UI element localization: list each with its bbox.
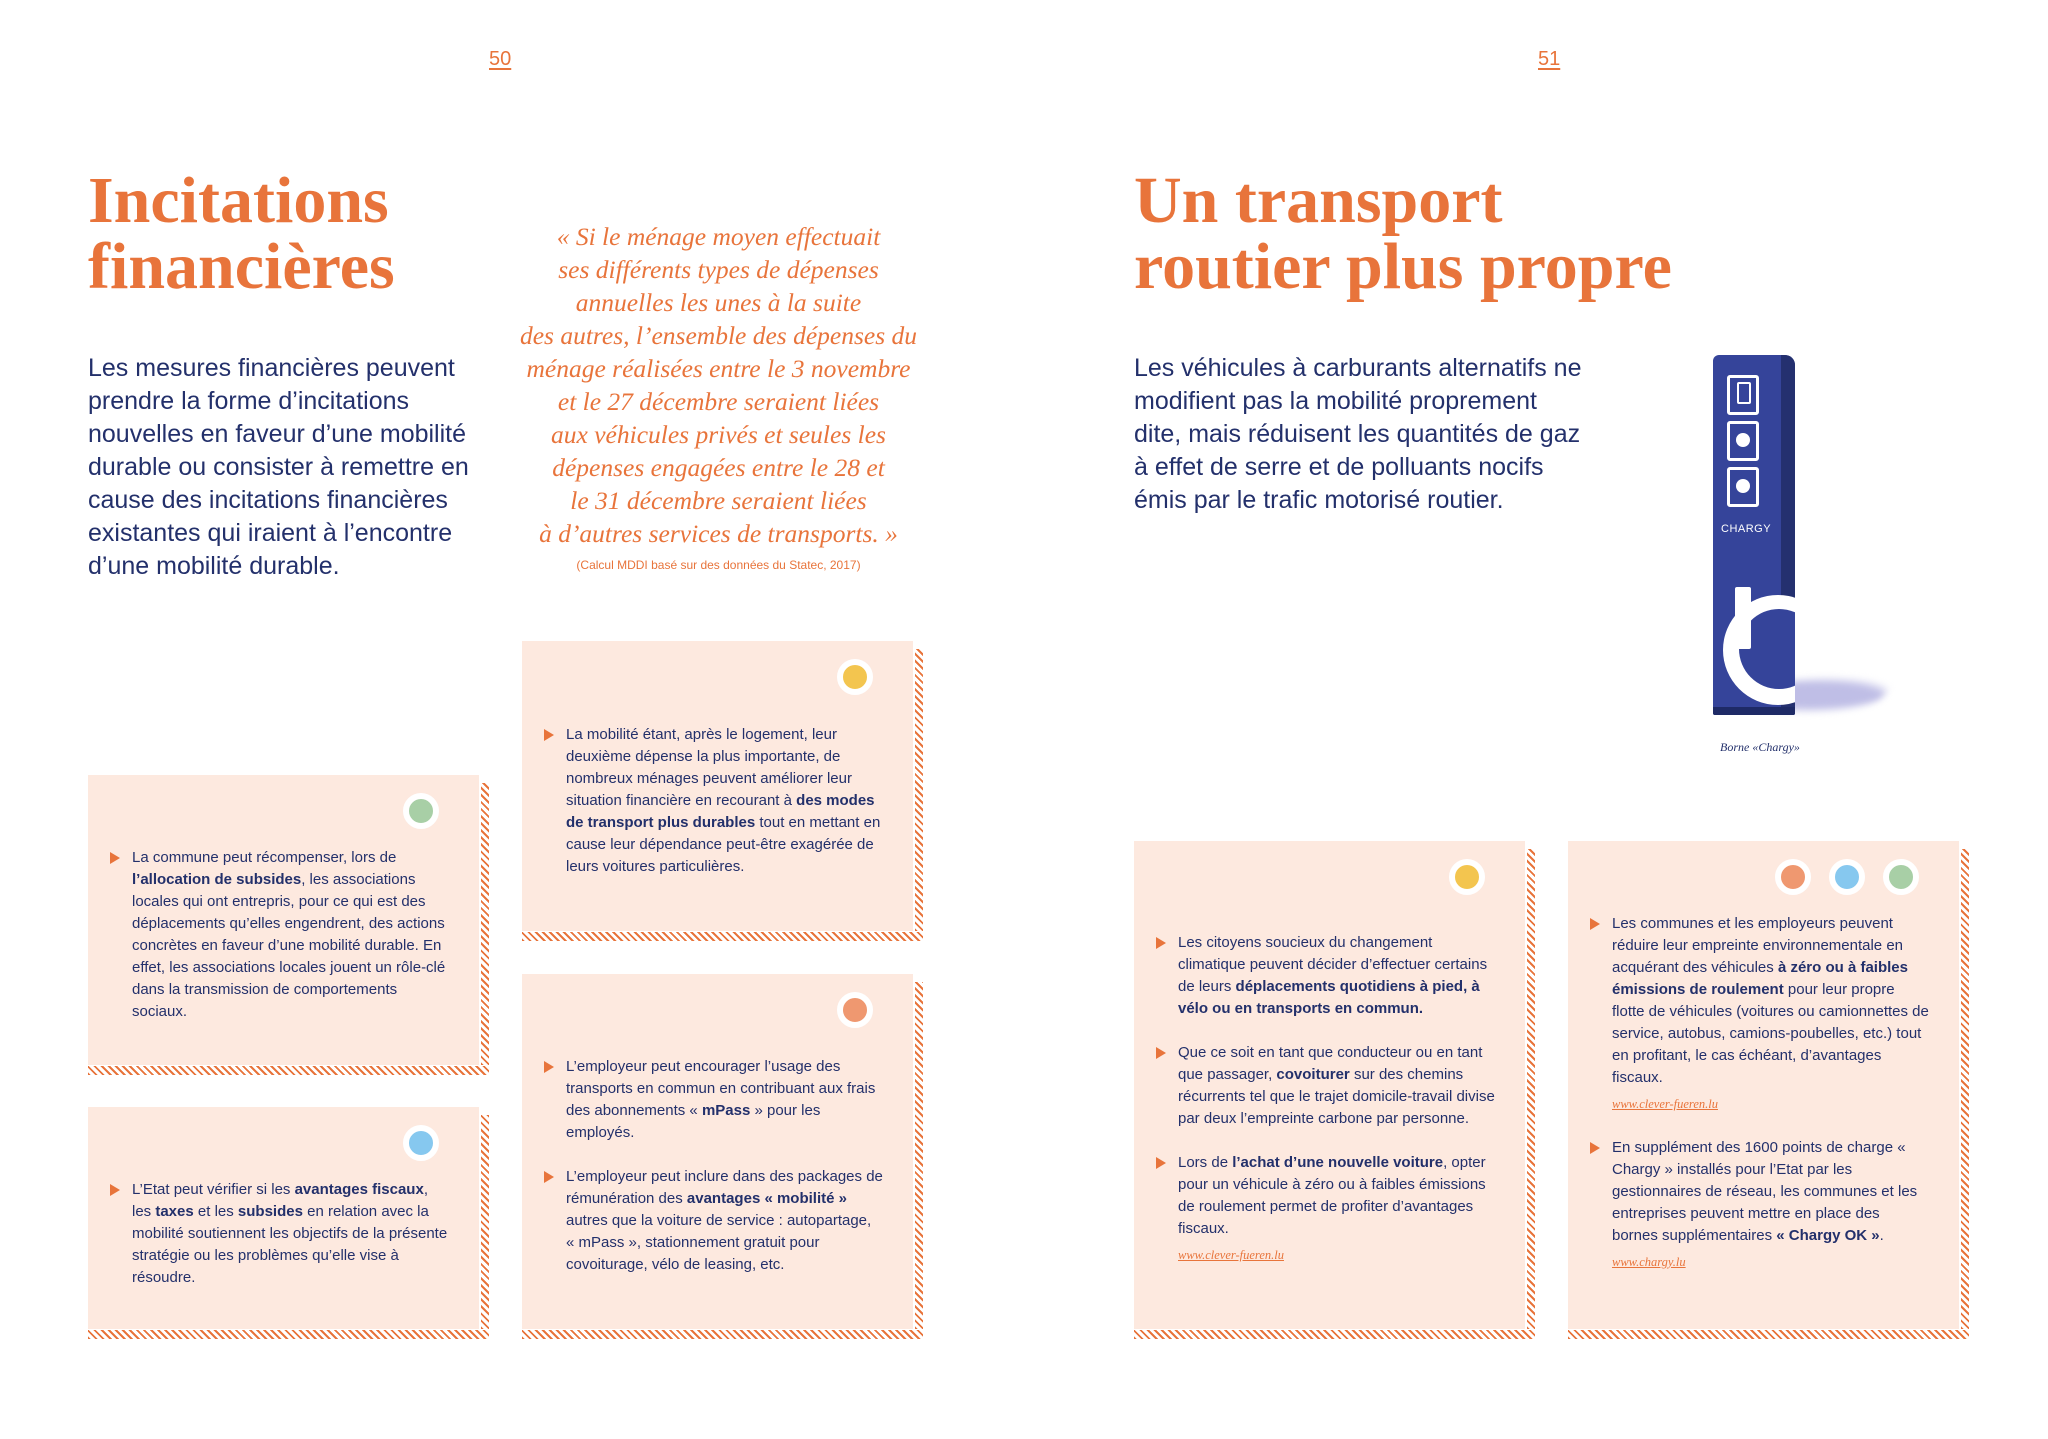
bold-text: covoiturer — [1276, 1066, 1350, 1083]
bold-text: avantages fiscaux — [294, 1181, 424, 1198]
quote-line: des autres, l’ensemble des dépenses du — [519, 321, 918, 350]
bold-text: mPass — [701, 1102, 751, 1119]
bullet-item — [1590, 913, 1929, 1115]
hatch-border — [481, 1115, 489, 1329]
text-run: L’Etat peut vérifier si les — [132, 1181, 295, 1198]
color-dot-icon — [403, 793, 439, 829]
bullet-item — [1156, 932, 1495, 1020]
hatch-border — [1527, 849, 1535, 1329]
box-content — [110, 847, 449, 1023]
text-run: L’employeur peut encourager l’usage des transports en commun en contribuant aux frais des abonnements « — [566, 1058, 876, 1119]
text-run: pour leur propre flotte de véhicules (voitures ou camionnettes de service, autobus, camions-poubelles, etc.) tout en profitant, le cas échéant, d’avantages fiscaux. — [1612, 981, 1929, 1086]
bold-text: l’achat d’une nouvelle voiture — [1232, 1154, 1444, 1171]
page-number-right: 51 — [1538, 48, 1561, 70]
intro-text-right: Les véhicules à carburants alternatifs ne modifient pas la mobilité proprement dite, mais réduisent les quantités de gaz à effet de serre et de polluants nocifs émis par le trafic motorisé routier. — [1134, 354, 1582, 514]
text-run: en relation avec la mobilité soutiennent les objectifs de la présente stratégie ou les problèmes qu’elle vise à résoudre. — [132, 1203, 448, 1286]
bullet-item — [544, 1056, 883, 1144]
color-dot-icon — [837, 659, 873, 695]
text-run: Que ce soit en tant que conducteur ou en tant que passager, — [1178, 1044, 1483, 1083]
quote-line: ses différents types de dépenses — [558, 255, 879, 284]
website-link[interactable]: www.chargy.lu — [1612, 1255, 1686, 1269]
text-run: La commune peut récompenser, lors de — [132, 849, 397, 866]
hatch-border — [481, 783, 489, 1065]
title-line: Un transport — [1134, 164, 1503, 237]
info-box-subsidies — [88, 775, 489, 1075]
box-content — [110, 1179, 449, 1289]
hatch-border — [1568, 1330, 1969, 1339]
color-dot-icon — [1449, 859, 1485, 895]
text-run: , les associations locales qui ont entrepris, pour ce qui est des déplacements qu’elles engendrent, des actions concrètes en faveur d’une mobilité durable. En effet, les associations locales jouent un rôle-clé dans la transmission de comportements sociaux. — [132, 871, 446, 1020]
website-link[interactable]: www.clever-fueren.lu — [1612, 1097, 1718, 1111]
hatch-border — [1961, 849, 1969, 1329]
quote-line: le 31 décembre seraient liées — [570, 486, 867, 515]
bullet-item — [110, 1179, 449, 1289]
charger-brand-label: CHARGY — [1721, 523, 1772, 535]
bold-text: des modes de transport plus durables — [566, 792, 875, 831]
bullet-item — [110, 847, 449, 1023]
hatch-border — [88, 1330, 489, 1339]
quote-line: annuelles les unes à la suite — [575, 288, 862, 317]
box-content — [1156, 932, 1495, 1266]
quote-line: « Si le ménage moyen effectuait — [556, 222, 881, 251]
color-dot-icon — [1883, 859, 1919, 895]
hatch-border — [88, 1066, 489, 1075]
info-box-employer — [522, 974, 923, 1339]
image-caption: Borne «Chargy» — [1720, 740, 1800, 754]
box-content — [544, 1056, 883, 1276]
text-run: sur des chemins récurrents tel que le trajet domicile-travail divise par deux l’empreinte carbone par personne. — [1178, 1066, 1495, 1127]
info-box-tax-benefits — [88, 1107, 489, 1339]
box-content — [544, 724, 883, 878]
text-run: , opter pour un véhicule à zéro ou à faibles émissions de roulement permet de profiter d’avantages fiscaux. — [1178, 1154, 1486, 1237]
bullet-item — [1156, 1152, 1495, 1266]
hatch-border — [522, 1330, 923, 1339]
text-run: En supplément des 1600 points de charge « Chargy » installés pour l’Etat par les gestionnaires de réseau, les communes et les entreprises peuvent mettre en place des bornes supplémentaires — [1612, 1139, 1918, 1244]
color-dot-icon — [1829, 859, 1865, 895]
title-line: Incitations — [88, 164, 389, 237]
quote-line: aux véhicules privés et seules les — [551, 420, 886, 449]
page-title-right — [1134, 164, 1672, 303]
box-content — [1590, 913, 1929, 1273]
bold-text: déplacements quotidiens à pied, à vélo ou en transports en commun. — [1178, 978, 1480, 1017]
page-title-left — [88, 164, 395, 303]
bold-text: avantages « mobilité » — [686, 1190, 847, 1207]
hatch-border — [915, 649, 923, 931]
quote-source: (Calcul MDDI basé sur des données du Statec, 2017) — [576, 558, 861, 572]
text-run: Lors de — [1178, 1154, 1233, 1171]
text-run: Les citoyens soucieux du changement climatique peuvent décider d’effectuer certains de leurs — [1178, 934, 1488, 995]
title-line: routier plus propre — [1134, 230, 1672, 303]
text-run: . — [1879, 1227, 1884, 1244]
color-dot-icon — [837, 992, 873, 1028]
text-run: L’employeur peut inclure dans des packages de rémunération des — [566, 1168, 883, 1207]
quote-line: ménage réalisées entre le 3 novembre — [526, 354, 911, 383]
text-run: tout en mettant en cause leur dépendance peut-être exagérée de leurs voitures particulières. — [566, 814, 881, 875]
hatch-border — [1134, 1330, 1535, 1339]
bold-text: l’allocation de subsides — [132, 871, 302, 888]
bullet-item — [544, 1166, 883, 1276]
bullet-item — [1590, 1137, 1929, 1273]
hatch-border — [522, 932, 923, 941]
bold-text: subsides — [237, 1203, 303, 1220]
text-run: » pour les employés. — [566, 1102, 821, 1141]
info-box-household-spending — [522, 641, 923, 941]
text-run: , les — [132, 1181, 428, 1220]
website-link[interactable]: www.clever-fueren.lu — [1178, 1248, 1284, 1262]
intro-text-left: Les mesures financières peuvent prendre la forme d’incitations nouvelles en faveur d’une mobilité durable ou consister à remettre en cause des incitations financières existantes qui iraient à l’encontre d’une mobilité durable. — [88, 354, 469, 580]
color-dot-icon — [403, 1125, 439, 1161]
text-run: Les communes et les employeurs peuvent réduire leur empreinte environnementale en acquérant des véhicules — [1612, 915, 1904, 976]
quote-line: dépenses engagées entre le 28 et — [552, 453, 885, 482]
page-number-left: 50 — [489, 48, 512, 70]
quote-line: à d’autres services de transports. » — [539, 519, 898, 548]
quote-line: et le 27 décembre seraient liées — [557, 387, 880, 416]
bullet-item — [1156, 1042, 1495, 1130]
text-run: et les — [193, 1203, 238, 1220]
pull-quote — [500, 220, 937, 572]
bold-text: à zéro ou à faibles émissions de roulement — [1612, 959, 1908, 998]
text-run: autres que la voiture de service : autopartage, « mPass », stationnement gratuit pour covoiturage, vélo de leasing, etc. — [566, 1212, 872, 1273]
bold-text: « Chargy OK » — [1776, 1227, 1880, 1244]
bullet-item — [544, 724, 883, 878]
text-run: La mobilité étant, après le logement, leur deuxième dépense la plus importante, de nombreux ménages peuvent améliorer leur situation financière en recourant à — [566, 726, 852, 809]
bold-text: taxes — [155, 1203, 194, 1220]
title-line: financières — [88, 230, 395, 303]
info-box-citizens — [1134, 841, 1535, 1339]
color-dot-icon — [1775, 859, 1811, 895]
charging-station-image — [1713, 355, 1795, 715]
info-box-communes-employers — [1568, 841, 1969, 1339]
hatch-border — [915, 982, 923, 1329]
